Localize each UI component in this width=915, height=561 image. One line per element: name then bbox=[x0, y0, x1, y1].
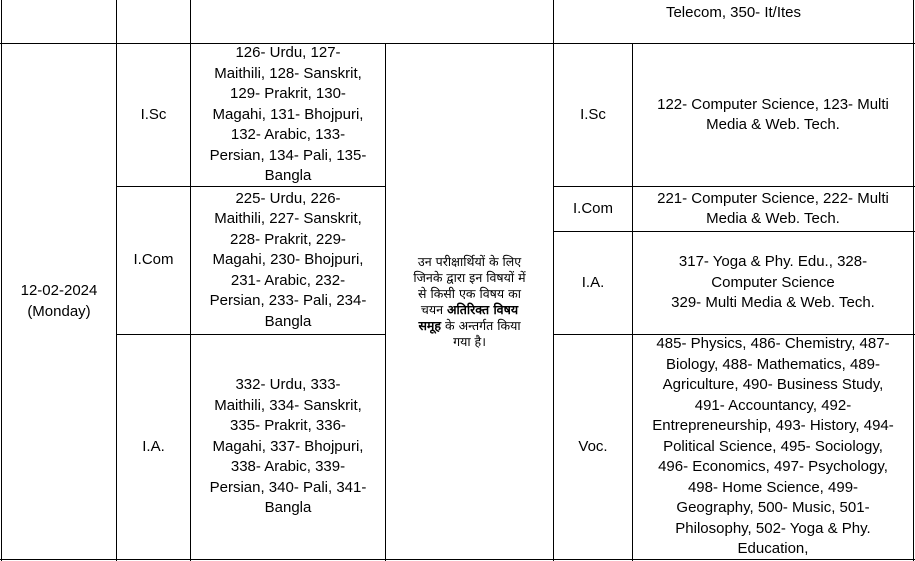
left-subjects-cell bbox=[191, 187, 385, 334]
subject-line: 317- Yoga & Phy. Edu., 328- bbox=[678, 253, 868, 271]
subject-line: Magahi, 131- Bhojpuri, bbox=[212, 105, 364, 123]
subject-line: 496- Economics, 497- Psychology, bbox=[658, 458, 888, 476]
subject-line: 231- Arabic, 232- bbox=[230, 271, 346, 289]
top-right-cell bbox=[554, 0, 913, 26]
subject-line: Media & Web. Tech. bbox=[706, 210, 840, 227]
subject-line: 132- Arabic, 133- bbox=[230, 126, 346, 144]
subject-line: Magahi, 337- Bhojpuri, bbox=[212, 437, 364, 455]
subject-line: Agriculture, 490- Business Study, bbox=[662, 376, 884, 394]
right-stream-label: I.A. bbox=[581, 273, 605, 291]
left-subjects-cell bbox=[191, 44, 385, 186]
note-line: चयन अतिरिक्त विषय bbox=[420, 301, 519, 317]
subject-line: Bangla bbox=[264, 167, 312, 185]
subject-line: 332- Urdu, 333- bbox=[235, 376, 341, 394]
subject-line: Biology, 488- Mathematics, 489- bbox=[666, 355, 880, 373]
right-subjects-cell bbox=[633, 232, 913, 334]
right-stream-label: Voc. bbox=[578, 437, 608, 455]
subject-line: Maithili, 334- Sanskrit, bbox=[214, 396, 362, 414]
date-cell bbox=[2, 44, 116, 559]
subject-line: Philosophy, 502- Yoga & Phy. bbox=[675, 519, 871, 537]
subject-line: Maithili, 128- Sanskrit, bbox=[214, 64, 362, 82]
subject-line: Magahi, 230- Bhojpuri, bbox=[212, 251, 364, 269]
subject-line: Persian, 233- Pali, 234- bbox=[209, 292, 367, 310]
subject-line: Media & Web. Tech. bbox=[706, 116, 840, 133]
subject-line: 126- Urdu, 127- bbox=[235, 44, 341, 62]
note-line: समूह के अन्तर्गत किया bbox=[418, 317, 521, 333]
subject-line: Persian, 340- Pali, 341- bbox=[209, 478, 367, 496]
left-stream-label: I.A. bbox=[142, 437, 165, 455]
note-line: जिनके द्वारा इन विषयों में bbox=[413, 269, 526, 285]
subject-line: 491- Accountancy, 492- bbox=[694, 396, 852, 414]
top-right-text: Telecom, 350- It/Ites bbox=[665, 3, 802, 21]
right-subjects-cell bbox=[633, 335, 913, 559]
exam-day: (Monday) bbox=[27, 302, 91, 320]
subject-line: Computer Science bbox=[711, 273, 835, 291]
right-subjects-cell bbox=[633, 187, 913, 231]
exam-date: 12-02-2024 bbox=[20, 282, 98, 299]
note-emphasis: अतिरिक्त विषय bbox=[447, 301, 519, 317]
subject-line: 228- Prakrit, 229- bbox=[230, 230, 346, 248]
subject-line: Education, bbox=[737, 540, 809, 558]
subject-line: 225- Urdu, 226- bbox=[235, 189, 341, 207]
subject-line: Bangla bbox=[264, 499, 312, 517]
left-stream-label: I.Com bbox=[133, 251, 174, 269]
note-emphasis: समूह bbox=[418, 317, 442, 333]
subject-line: Entrepreneurship, 493- History, 494- bbox=[652, 417, 894, 435]
table-border bbox=[913, 0, 914, 561]
right-stream-label: I.Com bbox=[572, 199, 613, 217]
subject-line: 329- Multi Media & Web. Tech. bbox=[671, 294, 875, 312]
note-line: गया है। bbox=[453, 333, 486, 349]
subject-line: Political Science, 495- Sociology, bbox=[663, 437, 883, 455]
subject-line: 338- Arabic, 339- bbox=[230, 458, 346, 476]
hindi-note-cell bbox=[386, 44, 553, 559]
left-stream-label: I.Sc bbox=[140, 105, 167, 123]
right-stream-label: I.Sc bbox=[580, 105, 606, 123]
note-line: उन परीक्षार्थियों के लिए bbox=[417, 253, 522, 269]
subject-line: Persian, 134- Pali, 135- bbox=[209, 146, 367, 164]
subject-line: 221- Computer Science, 222- Multi bbox=[657, 189, 889, 207]
left-subjects-cell bbox=[191, 335, 385, 559]
subject-line: 498- Home Science, 499- bbox=[687, 478, 859, 496]
note-line: से किसी एक विषय का bbox=[418, 285, 521, 301]
subject-line: 335- Prakrit, 336- bbox=[230, 417, 346, 435]
subject-line: Bangla bbox=[264, 312, 312, 330]
right-subjects-cell bbox=[633, 44, 913, 186]
subject-line: 485- Physics, 486- Chemistry, 487- bbox=[656, 335, 890, 353]
subject-line: 122- Computer Science, 123- Multi bbox=[657, 95, 889, 113]
subject-line: Geography, 500- Music, 501- bbox=[676, 499, 870, 517]
subject-line: Maithili, 227- Sanskrit, bbox=[214, 210, 362, 228]
subject-line: 129- Prakrit, 130- bbox=[230, 85, 346, 103]
